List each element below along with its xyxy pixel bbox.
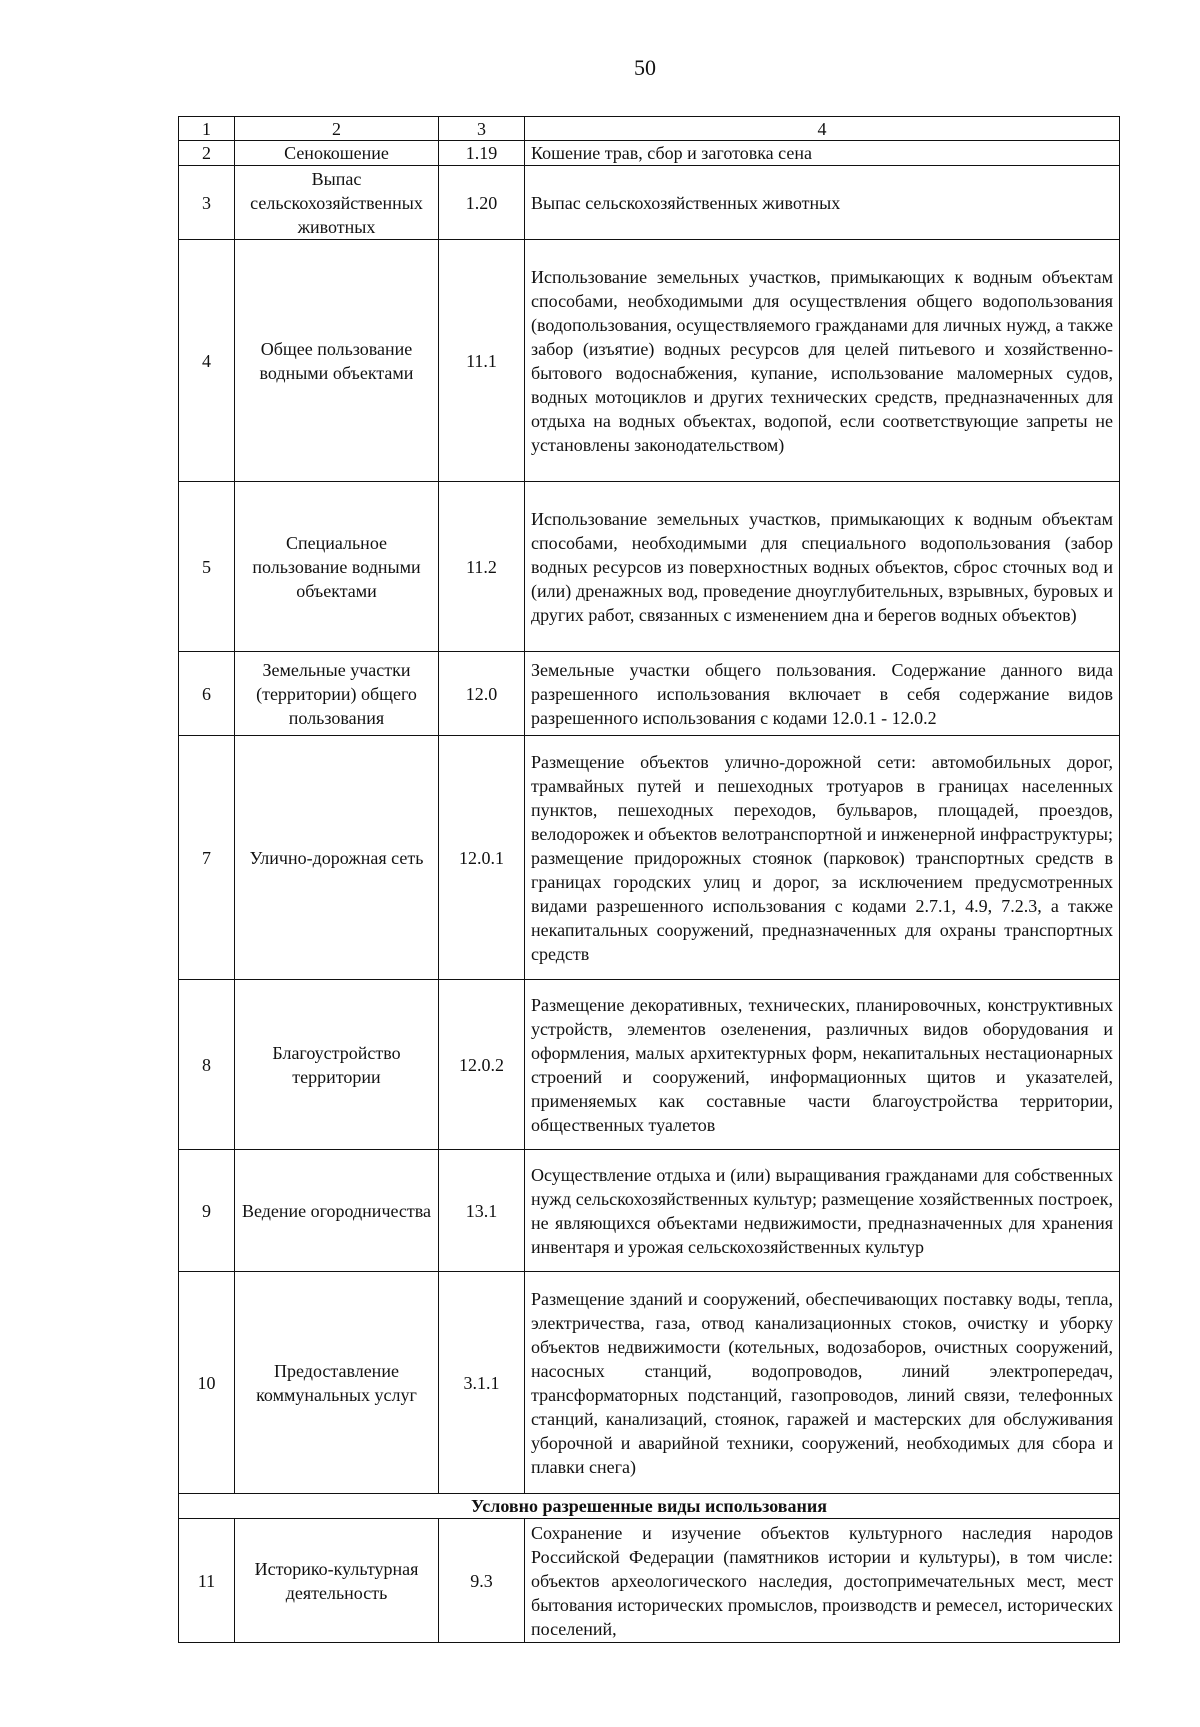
row-number: 3 xyxy=(179,166,235,240)
table-header-row xyxy=(179,117,1120,141)
use-name: Сенокошение xyxy=(235,141,439,166)
use-name: Благоустройство территории xyxy=(235,980,439,1150)
row-number: 6 xyxy=(179,652,235,736)
table-row xyxy=(179,736,1120,980)
table-row xyxy=(179,166,1120,240)
row-number: 9 xyxy=(179,1150,235,1272)
use-description: Кошение трав, сбор и заготовка сена xyxy=(525,141,1120,166)
use-code: 3.1.1 xyxy=(439,1272,525,1494)
use-code: 12.0 xyxy=(439,652,525,736)
use-code: 11.2 xyxy=(439,482,525,652)
page-number: 50 xyxy=(634,55,656,80)
row-number: 8 xyxy=(179,980,235,1150)
row-number: 10 xyxy=(179,1272,235,1494)
row-number: 4 xyxy=(179,240,235,482)
row-number: 5 xyxy=(179,482,235,652)
use-code: 12.0.2 xyxy=(439,980,525,1150)
use-name: Общее пользование водными объектами xyxy=(235,240,439,482)
use-code: 12.0.1 xyxy=(439,736,525,980)
use-code: 1.20 xyxy=(439,166,525,240)
use-code: 13.1 xyxy=(439,1150,525,1272)
table-row xyxy=(179,1519,1120,1643)
row-number: 2 xyxy=(179,141,235,166)
use-description: Размещение декоративных, технических, планировочных, конструктивных устройств, элементов озеленения, различных видов оборудования и оформления, малых архитектурных форм, некапитальных нестационарных строений и сооружений, информационных щитов и указателей, применяемых как составные части благоустройства территории, общественных туалетов xyxy=(525,980,1120,1150)
table-row xyxy=(179,482,1120,652)
land-use-table xyxy=(178,116,1120,1643)
header-cell: 2 xyxy=(235,117,439,141)
use-name: Выпас сельскохозяйственных животных xyxy=(235,166,439,240)
header-cell: 3 xyxy=(439,117,525,141)
section-header-row xyxy=(179,1494,1120,1519)
use-description: Размещение объектов улично-дорожной сети: автомобильных дорог, трамвайных путей и пешеходных тротуаров в границах населенных пунктов, пешеходных переходов, бульваров, площадей, проездов, велодорожек и объектов велотранспортной и инженерной инфраструктуры; размещение придорожных стоянок (парковок) транспортных средств в границах городских улиц и дорог, за исключением предусмотренных видами разрешенного использования с кодами 2.7.1, 4.9, 7.2.3, а также некапитальных сооружений, предназначенных для охраны транспортных средств xyxy=(525,736,1120,980)
table-row xyxy=(179,980,1120,1150)
table-row xyxy=(179,240,1120,482)
use-name: Историко-культурная деятельность xyxy=(235,1519,439,1643)
use-code: 11.1 xyxy=(439,240,525,482)
use-name: Земельные участки (территории) общего пользования xyxy=(235,652,439,736)
use-code: 1.19 xyxy=(439,141,525,166)
section-title: Условно разрешенные виды использования xyxy=(179,1494,1120,1519)
table-row xyxy=(179,141,1120,166)
header-cell: 1 xyxy=(179,117,235,141)
header-cell: 4 xyxy=(525,117,1120,141)
use-description: Выпас сельскохозяйственных животных xyxy=(525,166,1120,240)
table-row xyxy=(179,652,1120,736)
use-description: Сохранение и изучение объектов культурного наследия народов Российской Федерации (памятников истории и культуры), в том числе: объектов археологического наследия, достопримечательных мест, мест бытования исторических промыслов, производств и ремесел, исторических поселений, xyxy=(525,1519,1120,1643)
use-code: 9.3 xyxy=(439,1519,525,1643)
row-number: 7 xyxy=(179,736,235,980)
use-name: Специальное пользование водными объектами xyxy=(235,482,439,652)
use-name: Ведение огородничества xyxy=(235,1150,439,1272)
use-description: Использование земельных участков, примыкающих к водным объектам способами, необходимыми для специального водопользования (забор водных ресурсов из поверхностных водных объектов, сброс сточных вод и (или) дренажных вод, проведение дноуглубительных, взрывных, буровых и других работ, связанных с изменением дна и берегов водных объектов) xyxy=(525,482,1120,652)
use-name: Предоставление коммунальных услуг xyxy=(235,1272,439,1494)
table-row xyxy=(179,1150,1120,1272)
use-description: Использование земельных участков, примыкающих к водным объектам способами, необходимыми для осуществления общего водопользования (водопользования, осуществляемого гражданами для личных нужд, а также забор (изъятие) водных ресурсов для целей питьевого и хозяйственно-бытового водоснабжения, купание, использование маломерных судов, водных мотоциклов и других технических средств, предназначенных для отдыха на водных объектах, водопой, если соответствующие запреты не установлены законодательством) xyxy=(525,240,1120,482)
use-name: Улично-дорожная сеть xyxy=(235,736,439,980)
row-number: 11 xyxy=(179,1519,235,1643)
use-description: Осуществление отдыха и (или) выращивания гражданами для собственных нужд сельскохозяйственных культур; размещение хозяйственных построек, не являющихся объектами недвижимости, предназначенных для хранения инвентаря и урожая сельскохозяйственных культур xyxy=(525,1150,1120,1272)
use-description: Земельные участки общего пользования. Содержание данного вида разрешенного использования включает в себя содержание видов разрешенного использования с кодами 12.0.1 - 12.0.2 xyxy=(525,652,1120,736)
use-description: Размещение зданий и сооружений, обеспечивающих поставку воды, тепла, электричества, газа, отвод канализационных стоков, очистку и уборку объектов недвижимости (котельных, водозаборов, очистных сооружений, насосных станций, водопроводов, линий электропередач, трансформаторных подстанций, газопроводов, линий связи, телефонных станций, канализаций, стоянок, гаражей и мастерских для обслуживания уборочной и аварийной техники, сооружений, необходимых для сбора и плавки снега) xyxy=(525,1272,1120,1494)
table-row xyxy=(179,1272,1120,1494)
